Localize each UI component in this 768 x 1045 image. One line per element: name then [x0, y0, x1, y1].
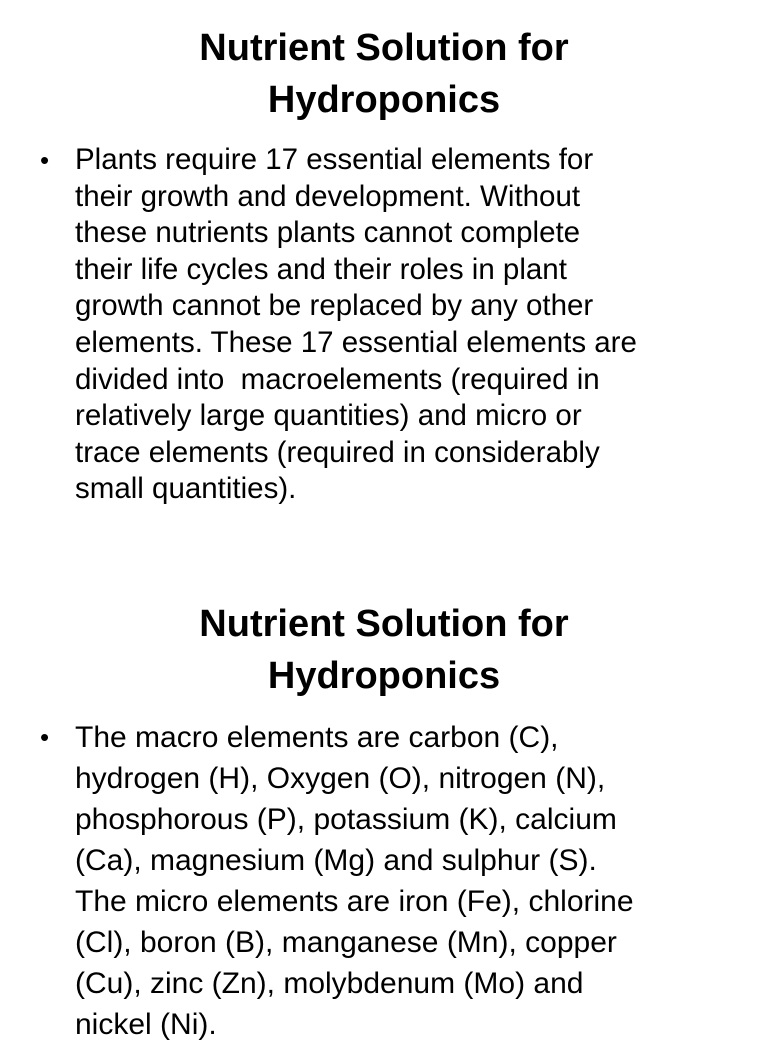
bullet-line: their growth and development. Without — [75, 179, 581, 213]
title-line-1: Nutrient Solution for — [199, 603, 569, 645]
title-line-2: Hydroponics — [267, 655, 501, 697]
bullet-line: (Ca), magnesium (Mg) and sulphur (S). — [75, 844, 597, 877]
slide-title — [0, 22, 768, 126]
bullet-line: growth cannot be replaced by any other — [75, 289, 594, 323]
bullet-line: The macro elements are carbon (C), — [75, 721, 559, 754]
bullet-icon: • — [40, 145, 50, 175]
bullet-icon: • — [40, 722, 50, 752]
title-line-2: Hydroponics — [267, 79, 501, 121]
title-line-1: Nutrient Solution for — [199, 27, 569, 69]
bullet-line: phosphorous (P), potassium (K), calcium — [75, 803, 617, 836]
bullet-line: relatively large quantities) and micro or — [75, 399, 582, 433]
bullet-line: elements. These 17 essential elements are — [75, 325, 637, 359]
slide-2 — [0, 576, 768, 1041]
bullet-line: (Cl), boron (B), manganese (Mn), copper — [75, 926, 617, 959]
bullet-text — [75, 142, 735, 508]
bullet-line: hydrogen (H), Oxygen (O), nitrogen (N), — [75, 762, 606, 795]
bullet-line: (Cu), zinc (Zn), molybdenum (Mo) and — [75, 967, 584, 1000]
slide-title — [0, 598, 768, 702]
bullet-line: Plants require 17 essential elements for — [75, 143, 594, 176]
bullet-line: trace elements (required in considerably — [75, 435, 600, 469]
bullet-line: small quantities). — [75, 472, 297, 506]
bullet-line: divided into macroelements (required in — [75, 362, 600, 396]
bullet-line: nickel (Ni). — [75, 1008, 217, 1041]
bullet-line: their life cycles and their roles in plant — [75, 252, 567, 286]
bullet-line: The micro elements are iron (Fe), chlorine — [75, 885, 634, 918]
bullet-line: these nutrients plants cannot complete — [75, 216, 581, 250]
bullet-text — [75, 717, 735, 1045]
